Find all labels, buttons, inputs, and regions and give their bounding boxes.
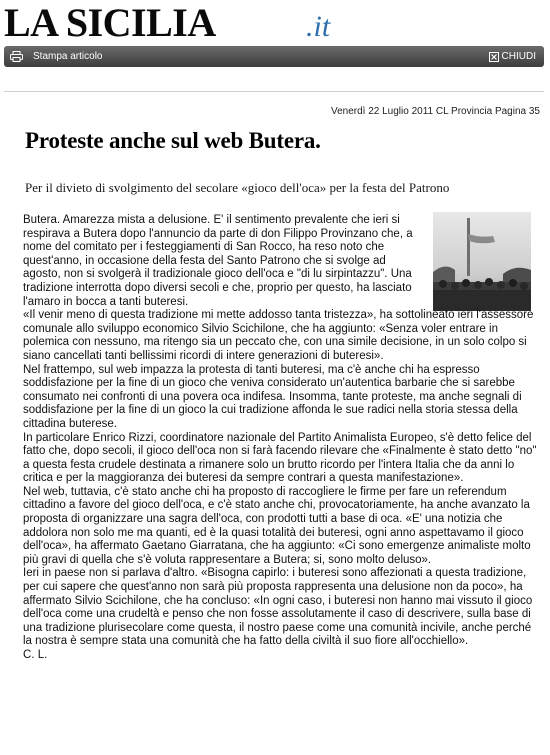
close-x-icon	[489, 52, 499, 62]
print-article-button[interactable]	[10, 51, 102, 62]
article-dateline: Venerdì 22 Luglio 2011 CL Provincia Pagina 35	[330, 106, 540, 117]
article-body	[23, 214, 539, 663]
article-paragraph: Butera. Amarezza mista a delusione. E' il sentimento prevalente che ieri si respirava a Butera dopo l'annuncio da parte di don Filippo Provinzano che, a nome del comitato per i festeggiamenti di San Rocco, ha reso noto che quest'anno, in occasione della festa del Santo Patrono che si svolge ad agosto, non si svolgerà il tradizionale gioco dell'oca e "di lu sirpintazzu". Una tradizione interrotta dopo diversi secoli e che, proprio per questo, ha lasciato l'amaro in bocca a tanti buteresi.	[23, 214, 413, 308]
header-divider	[4, 91, 544, 92]
article-paragraph: In particolare Enrico Rizzi, coordinatore nazionale del Partito Animalista Europeo, s'è detto felice del fatto che, dopo secoli, il gioco dell'oca non si farà facendo rilevare che «Finalmente è stato detto "no" a questa festa crudele destinata a rimanere solo un brutto ricordo per l'intera Italia che da anni lo critica e per la maggioranza dei buteresi da sempre contrari a questa manifestazione».	[23, 431, 537, 485]
site-logo-suffix: .it	[306, 10, 331, 43]
print-article-label: Stampa articolo	[33, 51, 103, 62]
article-paragraph: Nel frattempo, sul web impazza la protesta di tanti buteresi, ma c'è anche chi ha espresso soddisfazione per la fine di un gioco che veniva considerato un'autentica barbarie che si sarebbe consumato nei confronti di una povera oca indifesa. Insomma, tante proteste, ma anche segnali di soddisfazione per la fine di un gioco la cui tradizione affonda le sue radici nella storia stessa della cittadina buterese.	[23, 363, 522, 430]
article-paragraph: Nel web, tuttavia, c'è stato anche chi ha proposto di raccogliere le firme per fare un referendum cittadino a favore del gioco dell'oca, e c'è stato anche chi, provocatoriamente, ha anche avanzato la proposta di organizzare una sagra dell'oca, con prodotti tutti a base di oca. «E' una notizia che addolora non solo me ma quanti, ed è la quasi totalità dei buteresi, ogni anno aspettavamo il gioco dell'oca», ha affermato Gaetano Giarratana, che ha aggiunto: «Ci sono emergenze animaliste molto più gravi di quella che s'è voluta rappresentare a Butera; si, sono molto deluso».	[23, 485, 531, 566]
close-button[interactable]	[489, 51, 536, 62]
close-label: CHIUDI	[501, 51, 536, 62]
masthead	[4, 2, 544, 44]
site-logo[interactable]: LA SICILIA	[4, 0, 216, 45]
article-subhead: Per il divieto di svolgimento del secolare «gioco dell'oca» per la festa del Patrono	[25, 180, 450, 195]
article-toolbar	[4, 46, 544, 67]
printer-icon	[10, 51, 23, 62]
article-paragraph: «Il venir meno di questa tradizione mi mette addosso tanta tristezza», ha sottolineato ieri l'assessore comunale allo sviluppo economico Silvio Scichilone, che ha aggiunto: «Senza voler entrare in polemica con nessuno, ma ritengo sia un peccato che, con una simile decisione, in un solo colpo si siano cancellati tanti bellissimi ricordi di intere generazioni di buteresi».	[23, 309, 534, 362]
article-headline: Proteste anche sul web Butera.	[25, 128, 321, 153]
article-paragraph: Ieri in paese non si parlava d'altro. «Bisogna capirlo: i buteresi sono affezionati a questa tradizione, per cui sapere che quest'anno non sarà più proposta rappresenta una delusione non da poco», ha affermato Silvio Scichilone, che ha concluso: «In ogni caso, i buteresi non hanno mai vissuto il gioco dell'oca come una crudeltà e penso che non fosse assolutamente il caso di descrivere, sulla base di una tradizione plurisecolare come questa, il nostro paese come una comunità incivile, anche perché la nostra è sempre stata una comunità che ha fatto della civiltà il suo fiore all'occhiello».	[23, 567, 533, 648]
article-signature: C. L.	[23, 649, 48, 661]
